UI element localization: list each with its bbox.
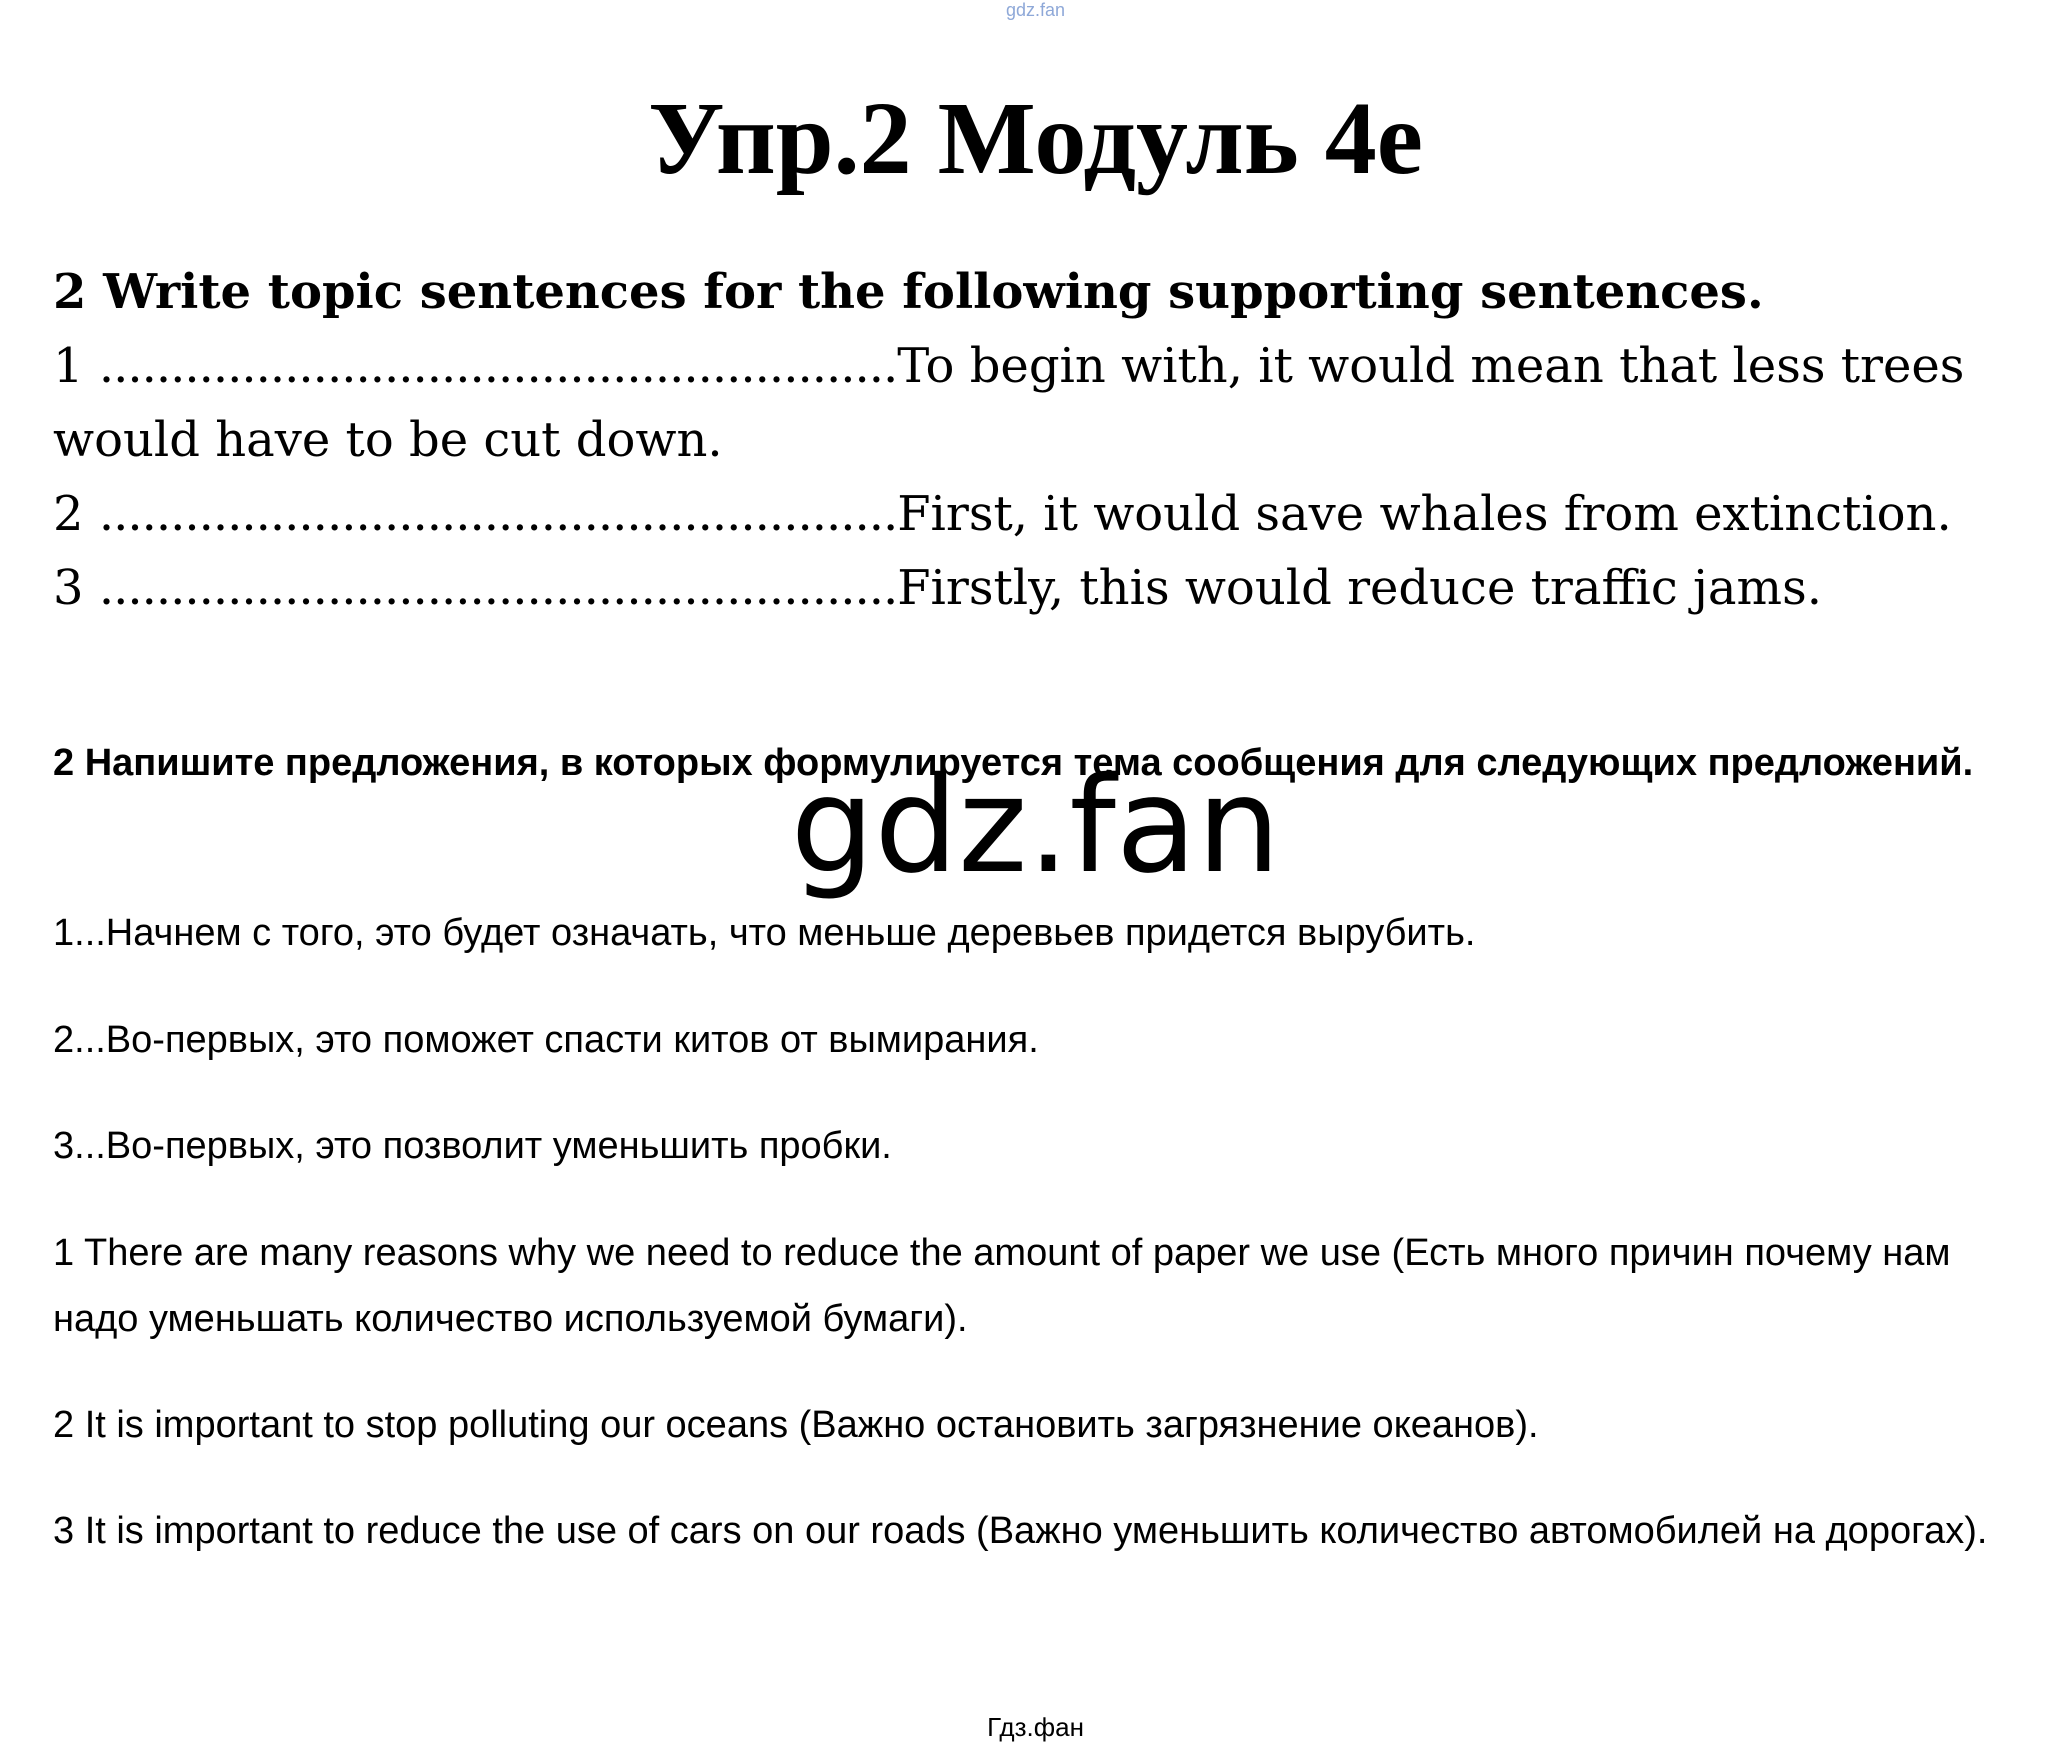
russian-item-2: 2...Во-первых, это поможет спасти китов от вымирания. (53, 1019, 1039, 1061)
blank-dots: ........................................................ (98, 486, 898, 542)
page-title: Упр.2 Модуль 4е (648, 81, 1423, 196)
item-number: 1 (53, 338, 84, 394)
english-item-2 (53, 477, 2013, 551)
english-exercise (53, 255, 2013, 625)
russian-task-heading: 2 Напишите предложения, в которых формулируется тема сообщения для следующих предложений. (53, 742, 1974, 784)
answer-1: 1 There are many reasons why we need to reduce the amount of paper we use (Есть много причин почему нам надо уменьшать количество используемой бумаги). (53, 1232, 1951, 1340)
item-text: First, it would save whales from extinction. (897, 486, 1952, 542)
answer-2: 2 It is important to stop polluting our oceans (Важно остановить загрязнение океанов). (53, 1404, 1539, 1446)
english-item-1 (53, 329, 2013, 477)
top-watermark: gdz.fan (1005, 0, 1066, 20)
english-item-3 (53, 551, 2013, 625)
item-number: 2 (53, 486, 84, 542)
blank-dots: ........................................................ (98, 560, 898, 616)
item-text: Firstly, this would reduce traffic jams. (897, 560, 1822, 616)
item-number: 3 (53, 560, 84, 616)
answer-3: 3 It is important to reduce the use of cars on our roads (Важно уменьшить количество автомобилей на дорогах). (53, 1510, 1988, 1552)
center-watermark: gdz.fan (790, 749, 1281, 903)
blank-dots: ........................................................ (98, 338, 898, 394)
russian-item-3: 3...Во-первых, это позволит уменьшить пробки. (53, 1125, 892, 1167)
item-text: To begin with, it would mean that less trees would have to be cut down. (53, 338, 1965, 468)
english-task-heading: 2 Write topic sentences for the following supporting sentences. (53, 264, 1764, 320)
page-footer: Гдз.фан (987, 1712, 1084, 1742)
russian-item-1: 1...Начнем с того, это будет означать, что меньше деревьев придется вырубить. (53, 912, 1476, 954)
